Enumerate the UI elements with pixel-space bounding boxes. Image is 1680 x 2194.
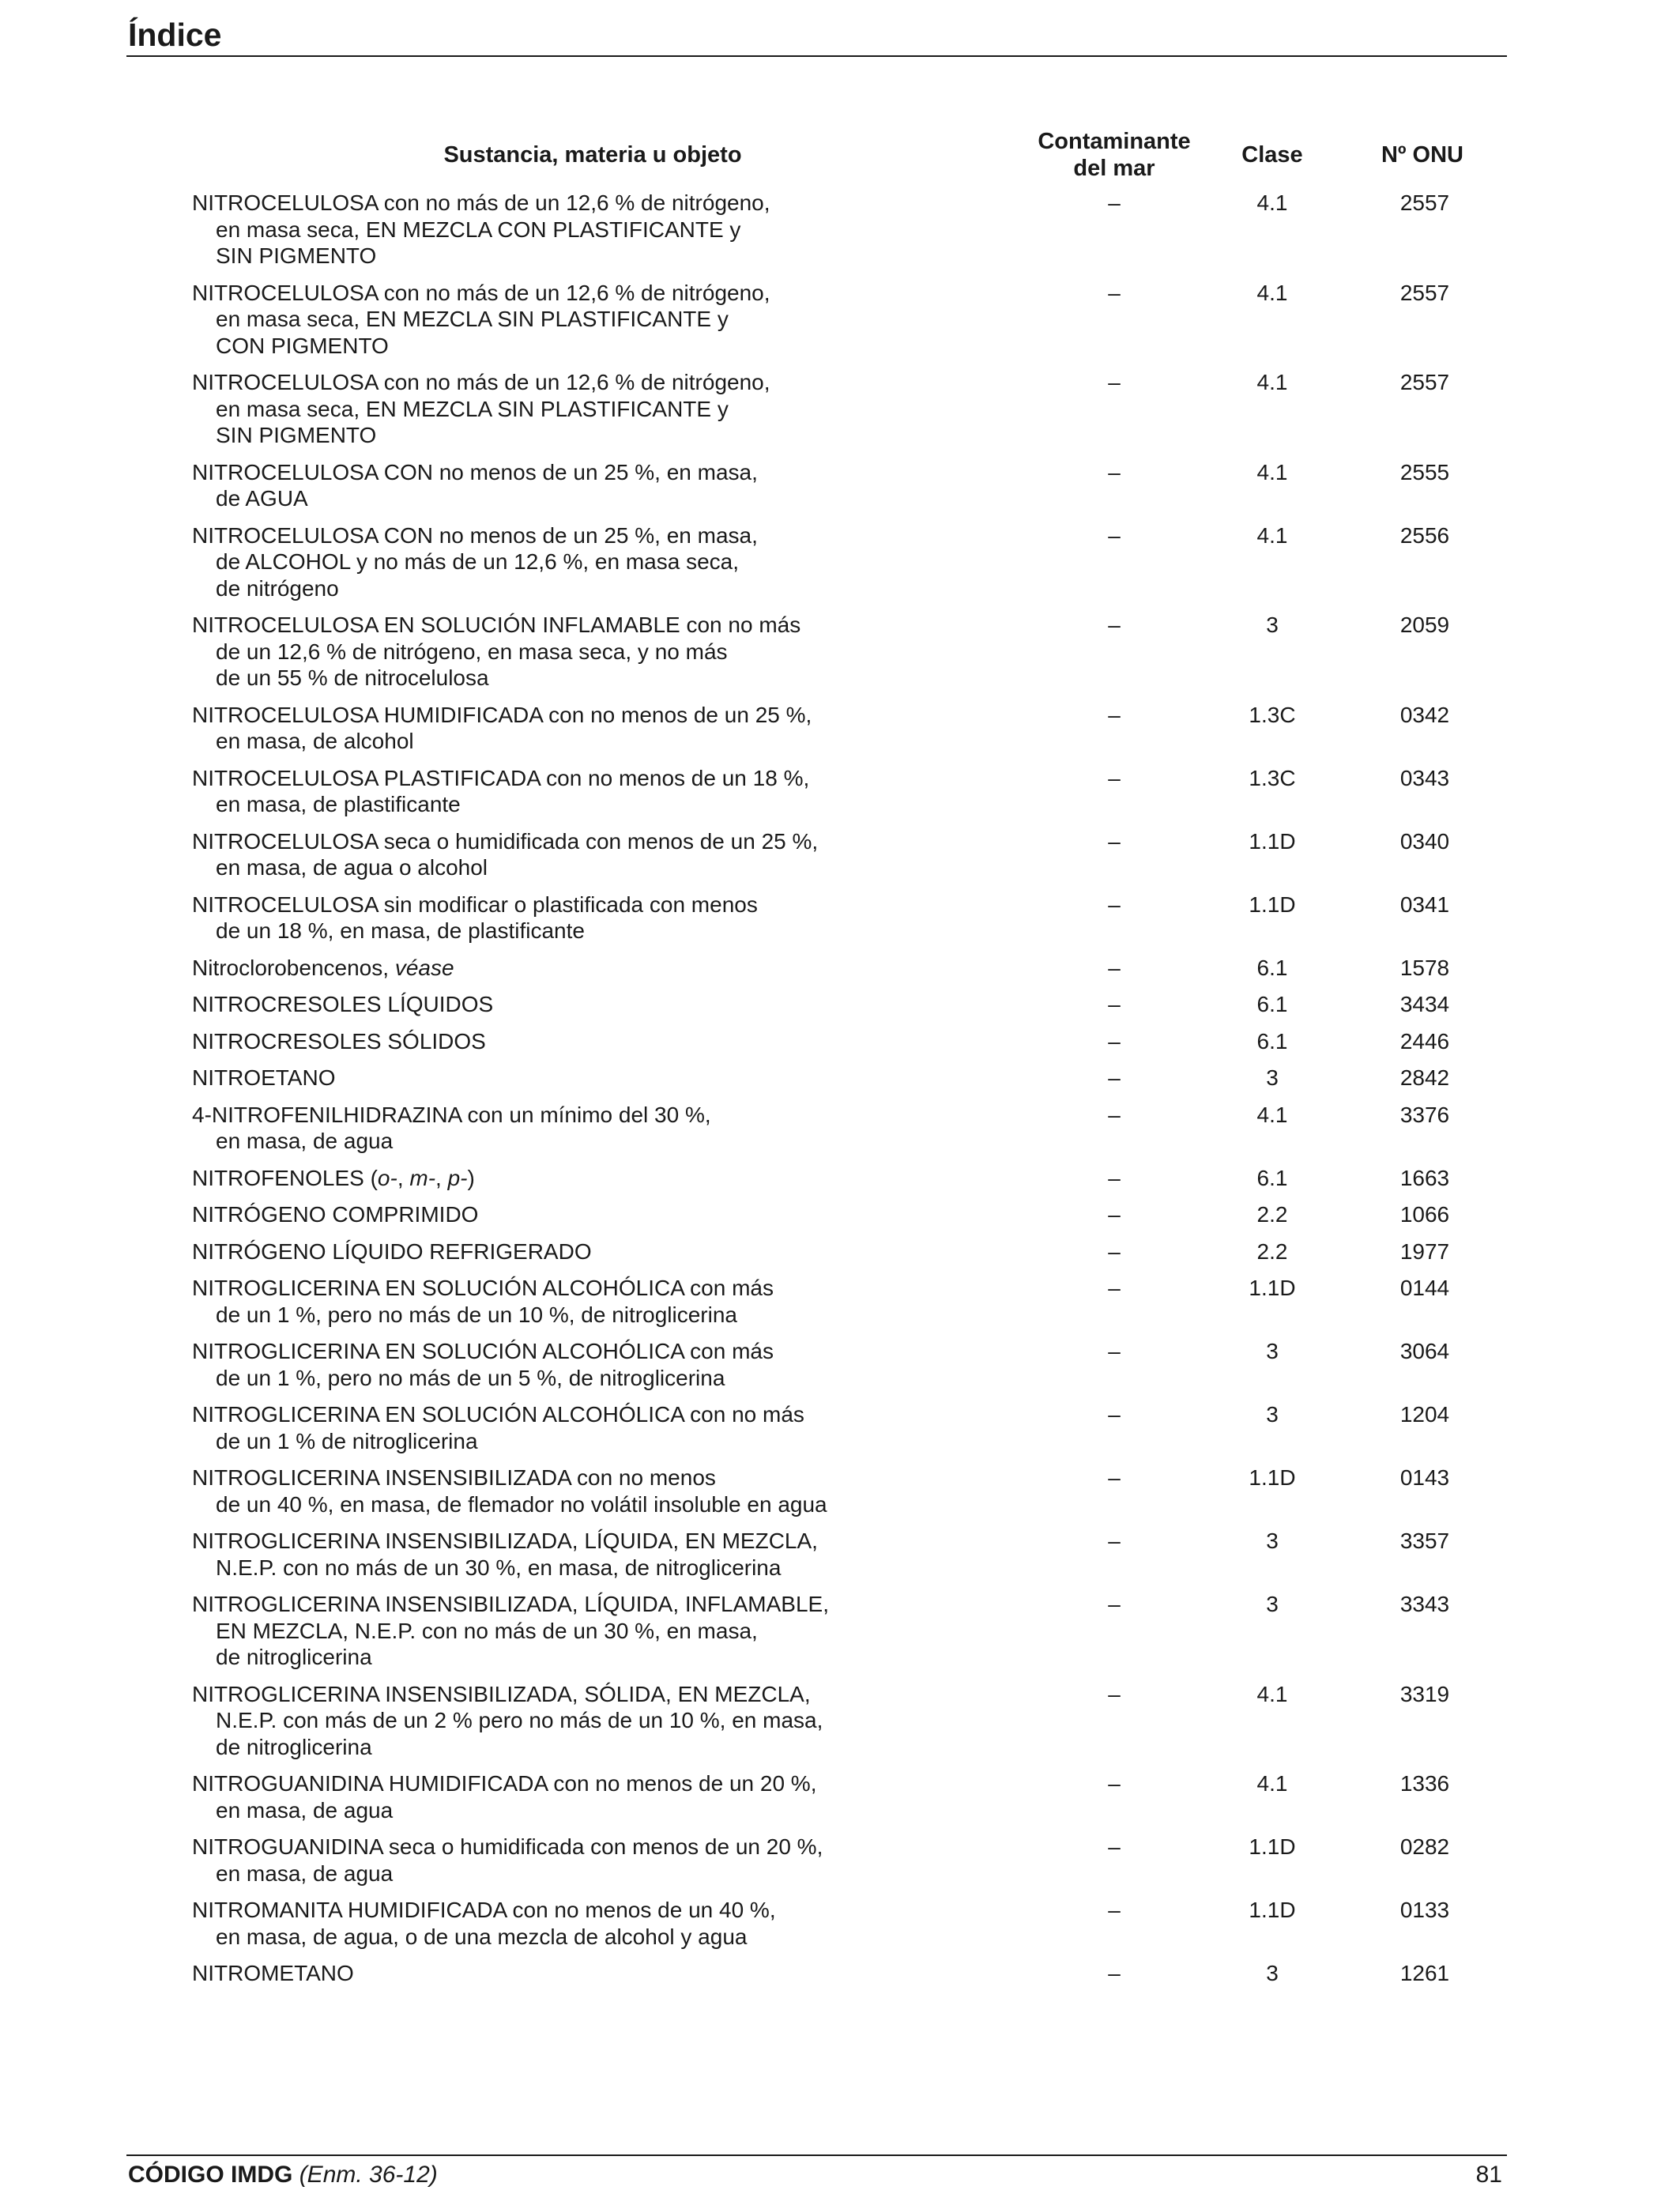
substance-name	[192, 702, 887, 755]
substance-line: SIN PIGMENTO	[216, 243, 377, 268]
substance-name	[192, 1401, 887, 1454]
substance-line: NITROMANITA HUMIDIFICADA con no menos de un 40 %,	[192, 1898, 776, 1922]
substance-line: en masa, de alcohol	[216, 729, 414, 753]
marine-pollutant-cell: –	[1108, 459, 1121, 484]
class-cell: 2.2	[1256, 1202, 1288, 1227]
substance-line: NITROCELULOSA HUMIDIFICADA con no menos de un 25 %,	[192, 702, 812, 727]
un-number-cell: 0340	[1399, 828, 1450, 854]
substance-line: de un 1 %, pero no más de un 10 %, de nitroglicerina	[216, 1302, 737, 1327]
marine-pollutant-cell: –	[1108, 955, 1121, 980]
substance-line: en masa, de agua	[216, 1129, 394, 1153]
substance-name	[192, 1528, 887, 1581]
table-row	[0, 1275, 1680, 1328]
substance-line: 4-NITROFENILHIDRAZINA con un mínimo del 30 %,	[192, 1102, 711, 1127]
class-cell: 3	[1266, 1961, 1279, 1985]
substance-name	[192, 1165, 887, 1192]
table-row	[0, 369, 1680, 449]
table-row	[0, 892, 1680, 944]
marine-pollutant-cell: –	[1108, 613, 1121, 637]
table-row	[0, 1834, 1680, 1887]
substance-line: NITROGLICERINA EN SOLUCIÓN ALCOHÓLICA con más	[192, 1339, 774, 1363]
table-row	[0, 955, 1680, 982]
substance-line: SIN PIGMENTO	[216, 423, 377, 447]
substance-line: NITROETANO	[192, 1065, 336, 1090]
footer-rule	[126, 2154, 1507, 2156]
class-cell: 3	[1266, 1339, 1279, 1363]
substance-line: NITROGLICERINA INSENSIBILIZADA, SÓLIDA, EN MEZCLA,	[192, 1681, 811, 1706]
substance-line: NITROCELULOSA sin modificar o plastificada con menos	[192, 892, 758, 917]
marine-pollutant-cell: –	[1108, 522, 1121, 548]
substance-line: NITROCELULOSA con no más de un 12,6 % de nitrógeno,	[192, 280, 770, 305]
substance-line: en masa, de plastificante	[216, 792, 461, 816]
substance-line: NITROCELULOSA con no más de un 12,6 % de nitrógeno,	[192, 370, 770, 394]
substance-name	[192, 1201, 887, 1228]
table-row	[0, 765, 1680, 818]
substance-line: NITROGUANIDINA HUMIDIFICADA con no menos de un 20 %,	[192, 1771, 817, 1796]
substance-line: en masa, de agua, o de una mezcla de alcohol y agua	[216, 1924, 748, 1949]
substance-line: de un 18 %, en masa, de plastificante	[216, 918, 585, 943]
table-row	[0, 1338, 1680, 1391]
substance-line: en masa seca, EN MEZCLA SIN PLASTIFICANTE y	[216, 396, 729, 421]
substance-line: de un 40 %, en masa, de flemador no volátil insoluble en agua	[216, 1491, 827, 1517]
class-cell: 3	[1266, 1592, 1279, 1616]
class-cell: 6.1	[1256, 992, 1288, 1016]
column-header-marine-pollutant	[1011, 128, 1217, 182]
substance-line: NITRÓGENO COMPRIMIDO	[192, 1202, 479, 1227]
substance-line: NITRÓGENO LÍQUIDO REFRIGERADO	[192, 1238, 592, 1264]
column-header-class: Clase	[1241, 142, 1303, 168]
marine-pollutant-cell: –	[1108, 1961, 1121, 1985]
substance-line: NITROGLICERINA EN SOLUCIÓN ALCOHÓLICA con no más	[192, 1402, 804, 1427]
table-row	[0, 1028, 1680, 1055]
class-cell: 1.1D	[1249, 1898, 1296, 1922]
substance-name	[192, 1465, 887, 1517]
substance-line: NITROGLICERINA INSENSIBILIZADA, LÍQUIDA, EN MEZCLA,	[192, 1529, 818, 1553]
table-row	[0, 1465, 1680, 1517]
class-cell: 3	[1266, 1065, 1279, 1090]
table-row	[0, 1401, 1680, 1454]
marine-pollutant-cell: –	[1108, 1238, 1121, 1264]
marine-pollutant-cell: –	[1108, 765, 1121, 790]
substance-line: NITROGLICERINA INSENSIBILIZADA, LÍQUIDA, INFLAMABLE,	[192, 1592, 829, 1616]
substance-line: en masa, de agua	[216, 1860, 394, 1886]
column-header	[0, 125, 1680, 187]
un-number-cell: 0282	[1399, 1834, 1450, 1859]
marine-pollutant-cell: –	[1108, 190, 1121, 215]
table-row	[0, 1165, 1680, 1192]
marine-pollutant-cell: –	[1108, 1465, 1121, 1490]
substance-line: en masa, de agua	[216, 1797, 394, 1823]
table-row	[0, 1201, 1680, 1228]
un-number-cell: 2556	[1399, 522, 1450, 548]
footer-code: CÓDIGO IMDG	[128, 2162, 293, 2188]
class-cell: 1.1D	[1249, 892, 1296, 917]
substance-name	[192, 1681, 887, 1761]
table-row	[0, 1238, 1680, 1265]
table-row	[0, 280, 1680, 360]
substance-line: de un 1 % de nitroglicerina	[216, 1428, 478, 1453]
marine-pollutant-cell: –	[1108, 1102, 1121, 1127]
table-row	[0, 828, 1680, 881]
substance-name	[192, 1028, 887, 1055]
table-row	[0, 1591, 1680, 1671]
substance-name	[192, 1065, 887, 1091]
table-row	[0, 190, 1680, 270]
marine-pollutant-cell: –	[1108, 892, 1121, 917]
table-row	[0, 522, 1680, 602]
table-row	[0, 702, 1680, 755]
class-cell: 4.1	[1256, 1681, 1288, 1706]
substance-line: NITROCELULOSA con no más de un 12,6 % de nitrógeno,	[192, 190, 770, 215]
marine-pollutant-cell: –	[1108, 702, 1121, 727]
substance-line: NITROCELULOSA CON no menos de un 25 %, en masa,	[192, 522, 758, 548]
un-number-cell: 3434	[1399, 992, 1450, 1016]
class-cell: 3	[1266, 1402, 1279, 1427]
marine-pollutant-cell: –	[1108, 1529, 1121, 1553]
marine-pollutant-cell: –	[1108, 992, 1121, 1016]
class-cell: 4.1	[1256, 522, 1288, 548]
class-cell: 3	[1266, 1529, 1279, 1553]
column-header-un-number: Nº ONU	[1381, 142, 1464, 168]
substance-line: CON PIGMENTO	[216, 333, 389, 358]
marine-pollutant-cell: –	[1108, 1592, 1121, 1616]
table-row	[0, 991, 1680, 1018]
marine-pollutant-cell: –	[1108, 1681, 1121, 1706]
substance-name	[192, 280, 887, 360]
table-row	[0, 1770, 1680, 1823]
substance-line: NITROGUANIDINA seca o humidificada con menos de un 20 %,	[192, 1834, 823, 1859]
substance-line: NITROFENOLES (o-, m-, p-)	[192, 1165, 475, 1190]
marine-pollutant-cell: –	[1108, 828, 1121, 854]
un-number-cell: 3319	[1399, 1681, 1450, 1706]
substance-line: en masa, de agua o alcohol	[216, 855, 488, 880]
substance-name	[192, 1591, 887, 1671]
table-row	[0, 1897, 1680, 1950]
table-row	[0, 1960, 1680, 1987]
un-number-cell: 2059	[1399, 613, 1450, 637]
class-cell: 1.1D	[1249, 828, 1296, 854]
un-number-cell: 3343	[1399, 1592, 1450, 1616]
substance-name	[192, 1102, 887, 1155]
un-number-cell: 1204	[1399, 1402, 1450, 1427]
class-cell: 3	[1266, 613, 1279, 637]
table-row	[0, 1681, 1680, 1761]
substance-line: N.E.P. con más de un 2 % pero no más de un 10 %, en masa,	[216, 1708, 823, 1732]
substance-line: NITROCELULOSA seca o humidificada con menos de un 25 %,	[192, 828, 819, 854]
substance-line: EN MEZCLA, N.E.P. con no más de un 30 %, en masa,	[216, 1618, 758, 1643]
marine-pollutant-cell: –	[1108, 1028, 1121, 1054]
class-cell: 1.1D	[1249, 1276, 1296, 1300]
marine-pollutant-cell: –	[1108, 1834, 1121, 1859]
marine-pollutant-cell: –	[1108, 1898, 1121, 1922]
page-title: Índice	[128, 17, 222, 53]
substance-line: NITROGLICERINA EN SOLUCIÓN ALCOHÓLICA con más	[192, 1276, 774, 1300]
un-number-cell: 2446	[1399, 1028, 1450, 1054]
substance-name	[192, 1834, 887, 1887]
substance-line: NITROCELULOSA CON no menos de un 25 %, en masa,	[192, 459, 758, 484]
header-rule	[126, 55, 1507, 57]
substance-line: NITROGLICERINA INSENSIBILIZADA con no menos	[192, 1465, 716, 1490]
table-row	[0, 1528, 1680, 1581]
marine-pollutant-cell: –	[1108, 1165, 1121, 1190]
table-row	[0, 1102, 1680, 1155]
un-number-cell: 1336	[1399, 1771, 1450, 1796]
substance-name	[192, 828, 887, 881]
marine-pollutant-cell: –	[1108, 1202, 1121, 1227]
marine-pollutant-cell: –	[1108, 1771, 1121, 1796]
substance-line: NITROCRESOLES SÓLIDOS	[192, 1028, 486, 1054]
class-cell: 1.3C	[1249, 765, 1296, 790]
un-number-cell: 2555	[1399, 459, 1450, 484]
substance-line: NITROMETANO	[192, 1961, 354, 1985]
substance-name	[192, 1960, 887, 1987]
un-number-cell: 2842	[1399, 1065, 1450, 1090]
marine-pollutant-cell: –	[1108, 1402, 1121, 1427]
substance-line: en masa seca, EN MEZCLA SIN PLASTIFICANTE y	[216, 307, 729, 331]
substance-line: de nitrógeno	[216, 575, 339, 601]
class-cell: 4.1	[1256, 280, 1288, 305]
table-row	[0, 1065, 1680, 1091]
substance-line: de ALCOHOL y no más de un 12,6 %, en masa seca,	[216, 549, 739, 574]
substance-line: Nitroclorobencenos, véase	[192, 955, 454, 980]
column-header-substance: Sustancia, materia u objeto	[443, 142, 742, 168]
class-cell: 6.1	[1256, 1165, 1288, 1190]
substance-name	[192, 955, 887, 982]
substance-line: de un 1 %, pero no más de un 5 %, de nitroglicerina	[216, 1365, 725, 1390]
un-number-cell: 2557	[1399, 370, 1450, 394]
marine-pollutant-cell: –	[1108, 280, 1121, 305]
substance-line: NITROCRESOLES LÍQUIDOS	[192, 992, 494, 1016]
class-cell: 4.1	[1256, 459, 1288, 484]
substance-name	[192, 190, 887, 270]
column-header-marine-pollutant-line: Contaminante	[1038, 129, 1191, 154]
class-cell: 6.1	[1256, 955, 1288, 980]
class-cell: 1.1D	[1249, 1465, 1296, 1490]
substance-name	[192, 522, 887, 602]
un-number-cell: 2557	[1399, 280, 1450, 305]
table-row	[0, 612, 1680, 692]
marine-pollutant-cell: –	[1108, 370, 1121, 394]
un-number-cell: 1578	[1399, 955, 1450, 980]
un-number-cell: 0143	[1399, 1465, 1450, 1490]
substance-name	[192, 612, 887, 692]
un-number-cell: 0133	[1399, 1898, 1450, 1922]
substance-line: de nitroglicerina	[216, 1645, 372, 1669]
substance-line: en masa seca, EN MEZCLA CON PLASTIFICANTE y	[216, 217, 741, 242]
class-cell: 1.1D	[1249, 1834, 1296, 1859]
substance-name	[192, 1275, 887, 1328]
un-number-cell: 2557	[1399, 190, 1450, 215]
un-number-cell: 1066	[1399, 1202, 1450, 1227]
substance-line: N.E.P. con no más de un 30 %, en masa, de nitroglicerina	[216, 1555, 782, 1580]
un-number-cell: 0343	[1399, 765, 1450, 790]
substance-line: NITROCELULOSA PLASTIFICADA con no menos de un 18 %,	[192, 765, 810, 790]
substance-name	[192, 1338, 887, 1391]
substance-line: de un 55 % de nitrocelulosa	[216, 665, 489, 690]
class-cell: 4.1	[1256, 1102, 1288, 1127]
footer-edition: (Enm. 36-12)	[299, 2162, 438, 2188]
page-number: 81	[1475, 2162, 1502, 2188]
marine-pollutant-cell: –	[1108, 1276, 1121, 1300]
class-cell: 4.1	[1256, 1771, 1288, 1796]
un-number-cell: 0342	[1399, 702, 1450, 727]
substance-name	[192, 765, 887, 818]
un-number-cell: 3064	[1399, 1339, 1450, 1363]
class-cell: 4.1	[1256, 190, 1288, 215]
class-cell: 4.1	[1256, 370, 1288, 394]
class-cell: 6.1	[1256, 1028, 1288, 1054]
index-entries	[0, 190, 1680, 1997]
table-row	[0, 459, 1680, 512]
substance-line: NITROCELULOSA EN SOLUCIÓN INFLAMABLE con no más	[192, 613, 801, 637]
un-number-cell: 3376	[1399, 1102, 1450, 1127]
substance-name	[192, 892, 887, 944]
un-number-cell: 1977	[1399, 1238, 1450, 1264]
column-header-marine-pollutant-line: del mar	[1073, 156, 1155, 181]
un-number-cell: 0341	[1399, 892, 1450, 917]
un-number-cell: 1663	[1399, 1165, 1450, 1190]
un-number-cell: 1261	[1399, 1961, 1450, 1985]
marine-pollutant-cell: –	[1108, 1339, 1121, 1363]
class-cell: 1.3C	[1249, 702, 1296, 727]
substance-name	[192, 369, 887, 449]
substance-line: de nitroglicerina	[216, 1734, 372, 1759]
un-number-cell: 0144	[1399, 1276, 1450, 1300]
substance-name	[192, 1897, 887, 1950]
un-number-cell: 3357	[1399, 1529, 1450, 1553]
page-footer	[128, 2160, 1507, 2192]
marine-pollutant-cell: –	[1108, 1065, 1121, 1090]
substance-line: de un 12,6 % de nitrógeno, en masa seca, y no más	[216, 639, 728, 664]
class-cell: 2.2	[1256, 1238, 1288, 1264]
substance-name	[192, 1238, 887, 1265]
substance-line: de AGUA	[216, 486, 308, 511]
substance-name	[192, 459, 887, 512]
substance-name	[192, 991, 887, 1018]
substance-name	[192, 1770, 887, 1823]
